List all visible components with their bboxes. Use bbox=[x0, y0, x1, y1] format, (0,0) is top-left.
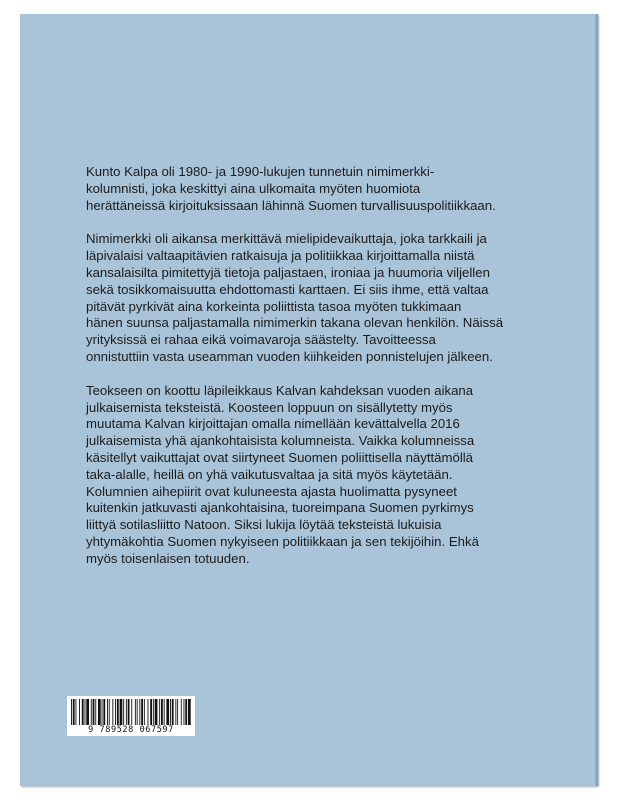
barcode-bar bbox=[123, 699, 124, 725]
barcode-bar bbox=[159, 699, 160, 725]
barcode-bar bbox=[175, 699, 176, 725]
barcode-bar bbox=[150, 699, 152, 725]
barcode-bar bbox=[107, 699, 108, 725]
barcode-bar bbox=[155, 699, 158, 725]
barcode-bar bbox=[188, 699, 191, 725]
barcode-bar bbox=[137, 699, 138, 725]
barcode-bar bbox=[161, 699, 163, 725]
barcode-bar bbox=[181, 699, 182, 725]
barcode-bar bbox=[184, 699, 185, 725]
barcode-bar bbox=[120, 699, 123, 725]
blurb-paragraph-1: Kunto Kalpa oli 1980- ja 1990-lukujen tunnetuin nimimerkki- kolumnisti, joka keskittyi aina ulkomaita myöten huomiota herättäneissä kirjoituksissaan lähinnä Suomen turvallisuuspolitiikkaan. bbox=[86, 164, 496, 213]
barcode-bar bbox=[79, 699, 80, 725]
barcode-bar bbox=[82, 699, 84, 725]
barcode-bar bbox=[144, 699, 145, 725]
blurb-paragraph-2: Nimimerkki oli aikansa merkittävä mielipidevaikuttaja, joka tarkkaili ja läpivalaisi valtaapitävien ratkaisuja ja politiikkaa kirjoittamalla niistä kansalaisilta pimitettyjä tietoja paljastaen, ironiaa ja huumoria viljellen sekä tosikkomaisuutta ehdottomasti karttaen. Ei siis ihme, että valtaa pitävät pyrkivät aina korkeinta poliittista tasoa myöten tukkimaan hänen suunsa paljastamalla nimimerkin takana olevan henkilön. Näissä yrityksissä ei rahaa eikä voimavaroja säästelty. Tavoitteessa onnistuttiin vasta useamman vuoden kiihkeiden ponnistelujen jälkeen. bbox=[86, 231, 504, 364]
barcode-bar bbox=[139, 699, 140, 725]
barcode-bar bbox=[93, 699, 95, 725]
barcode-bar bbox=[86, 699, 89, 725]
barcode-bar bbox=[109, 699, 110, 725]
barcode-bar bbox=[102, 699, 103, 725]
barcode-bar bbox=[103, 699, 105, 725]
barcode-bar bbox=[126, 699, 127, 725]
barcode-bar bbox=[153, 699, 154, 725]
barcode-bar bbox=[85, 699, 86, 725]
barcode-bar bbox=[141, 699, 143, 725]
isbn-barcode bbox=[67, 696, 195, 736]
cover-edge bbox=[595, 14, 598, 786]
back-cover bbox=[20, 14, 598, 786]
barcode-bars bbox=[71, 699, 191, 725]
barcode-bar bbox=[95, 699, 96, 725]
barcode-bar bbox=[177, 699, 178, 725]
barcode-bar bbox=[135, 699, 136, 725]
barcode-bar bbox=[112, 699, 113, 725]
barcode-bar bbox=[148, 699, 149, 725]
barcode-bar bbox=[166, 699, 169, 725]
barcode-bar bbox=[98, 699, 101, 725]
barcode-bar bbox=[185, 699, 187, 725]
blurb-text bbox=[86, 164, 564, 585]
barcode-bar bbox=[172, 699, 174, 725]
barcode-bar bbox=[71, 699, 72, 725]
barcode-bar bbox=[115, 699, 116, 725]
barcode-bar bbox=[91, 699, 92, 725]
barcode-bar bbox=[131, 699, 132, 725]
barcode-bar bbox=[73, 699, 75, 725]
barcode-bar bbox=[117, 699, 119, 725]
blurb-paragraph-3: Teokseen on koottu läpileikkaus Kalvan kahdeksan vuoden aikana julkaisemista teksteistä. Koosteen loppuun on sisällytetty myös muutama Kalvan kirjoittajan omalla nimellään kevättalvella 2016 julkaisemista yhä ajankohtaisista kolumneista. Vaikka kolumneissa käsitellyt vaikuttajat ovat siirtyneet Suomen poliittisella näyttämöllä taka-alalle, heillä on yhä vaikutusvaltaa ja sitä myös käytetään. Kolumnien aihepiirit ovat kuluneesta ajasta huolimatta pysyneet kuitenkin jatkuvasti ajankohtaisina, tuoreimpana Suomen pyrkimys liittyä sotilasliitto Natoon. Siksi lukija löytää teksteistä lukuisia yhtymäkohtia Suomen nykyiseen politiikkaan ja sen tekijöihin. Ehkä myös toisenlaisen totuuden. bbox=[86, 382, 479, 566]
barcode-bar bbox=[76, 699, 77, 725]
barcode-number: 9 789528 067597 bbox=[88, 725, 174, 735]
barcode-bar bbox=[128, 699, 130, 725]
barcode-bar bbox=[164, 699, 165, 725]
barcode-bar bbox=[170, 699, 171, 725]
